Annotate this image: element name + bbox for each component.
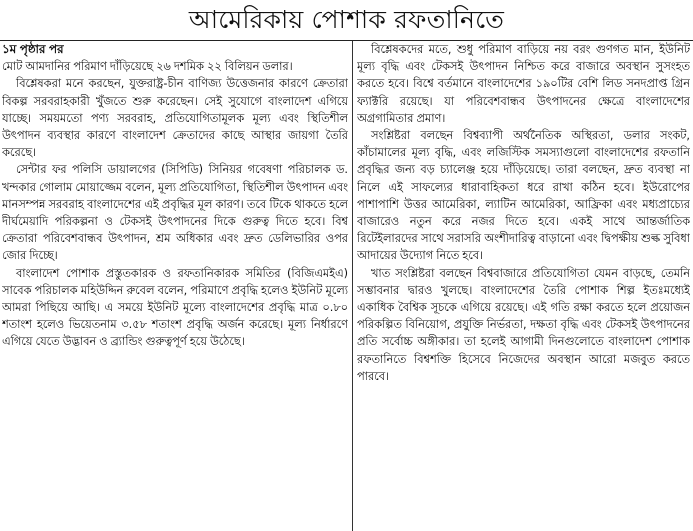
left-column [2, 41, 348, 531]
article-paragraph: বিশ্লেষকরা মনে করছেন, যুক্তরাষ্ট্র-চীন বাণিজ্য উত্তেজনার কারণে ক্রেতারা বিকল্প সরবরাহকারী খুঁজতে শুরু করেছেন। সেই সুযোগে বাংলাদেশ এগিয়ে যাচ্ছে। সময়মতো পণ্য সরবরাহ, প্রতিযোগিতামূলক মূল্য এবং স্থিতিশীল উৎপাদন ব্যবস্থার কারণে বাংলাদেশ ক্রেতাদের কাছে আস্থার জায়গা তৈরি করেছে। [2, 77, 348, 160]
article-paragraph: সংশ্লিষ্টরা বলছেন বিশ্বব্যাপী অর্থনৈতিক অস্থিরতা, ডলার সংকট, কাঁচামালের মূল্য বৃদ্ধি, এবং লজিস্টিক সমস্যাগুলো বাংলাদেশের রফতানি প্রবৃদ্ধির জন্য বড় চ্যালেঞ্জ হয়ে দাঁড়িয়েছে। তারা বলছেন, দ্রুত ব্যবস্থা না নিলে এই সাফল্যের ধারাবাহিকতা ধরে রাখা কঠিন হবে। ইউরোপের পাশাপাশি উত্তর আমেরিকা, ল্যাটিন আমেরিকা, আফ্রিকা এবং মধ্যপ্রাচ্যের বাজারেও নতুন করে নজর দিতে হবে। একই সাথে আন্তর্জাতিক রিটেইলারদের সাথে সরাসরি অংশীদারিত্ব বাড়ানো এবং দ্বিপক্ষীয় শুল্ক সুবিধা আদায়ের উদ্যোগ নিতে হবে। [357, 129, 690, 263]
article-paragraph: বাংলাদেশ পোশাক প্রস্তুতকারক ও রফতানিকারক সমিতির (বিজিএমইএ) সাবেক পরিচালক মহিউদ্দিন রুবেল বলেন, পরিমাণে প্রবৃদ্ধি হলেও ইউনিট মূল্যে আমরা পিছিয়ে আছি। এ সময়ে ইউনিট মূল্যে বাংলাদেশের প্রবৃদ্ধি মাত্র ০.৮০ শতাংশ হলেও ভিয়েতনাম ৩.৫৮ শতাংশ প্রবৃদ্ধি অর্জন করেছে। মূল্য নির্ধারণে এগিয়ে যেতে উদ্ভাবন ও ব্র্যান্ডিং গুরুত্বপূর্ণ হয়ে উঠেছে। [2, 266, 348, 349]
article-paragraph [2, 41, 348, 58]
column-divider [352, 41, 353, 531]
article-paragraph: মোট আমদানির পরিমাণ দাঁড়িয়েছে ২৬ দশমিক ২২ বিলিয়ন ডলার। [2, 60, 293, 74]
continuation-label: ১ম পৃষ্ঠার পর [2, 42, 64, 56]
article-paragraph: খাত সংশ্লিষ্টরা বলছেন বিশ্ববাজারে প্রতিযোগিতা যেমন বাড়ছে, তেমনি সম্ভাবনার দ্বারও খুলছে। বাংলাদেশের তৈরি পোশাক শিল্প ইতঃমধ্যেই একাধিক বৈশ্বিক সূচকে এগিয়ে রয়েছে। এই গতি রক্ষা করতে হলে প্রয়োজন পরিকল্পিত বিনিয়োগ, প্রযুক্তি নির্ভরতা, দক্ষতা বৃদ্ধি এবং টেকসই উৎপাদনের প্রতি সর্বোচ্চ অঙ্গীকার। তা হলেই আগামী দিনগুলোতে বাংলাদেশ পোশাক রফতানিতে বিশ্বশক্তি হিসেবে নিজেদের অবস্থান আরো মজবুত করতে পারবে। [357, 266, 690, 383]
article-paragraph: বিশ্লেষকদের মতে, শুধু পরিমাণ বাড়িয়ে নয় বরং গুণগত মান, ইউনিট মূল্য বৃদ্ধি এবং টেকসই উৎপাদন নিশ্চিত করে বাজারে অবস্থান সুসংহত করতে হবে। বিশ্বে বর্তমানে বাংলাদেশের ১৯০টির বেশি লিড সনদপ্রাপ্ত গ্রিন ফ্যাক্টরি রয়েছে। যা পরিবেশবান্ধব উৎপাদনের ক্ষেত্রে বাংলাদেশের অগ্রগামিতার প্রমাণ। [357, 43, 690, 125]
article-paragraph: সেন্টার ফর পলিসি ডায়ালগের (সিপিডি) সিনিয়র গবেষণা পরিচালক ড. খন্দকার গোলাম মোয়াজ্জেম বলেন, মূল্য প্রতিযোগিতা, স্থিতিশীল উৎপাদন এবং মানসম্পন্ন সরবরাহ বাংলাদেশের এই প্রবৃদ্ধির মূল কারণ। তবে টিকে থাকতে হলে দীর্ঘমেয়াদি পরিকল্পনা ও টেকসই উৎপাদনের দিকে গুরুত্ব দিতে হবে। বিশ্ব ক্রেতারা পরিবেশবান্ধব উৎপাদন, শ্রম অধিকার এবং দ্রুত ডেলিভারির ওপর জোর দিচ্ছে। [2, 163, 348, 263]
headline: আমেরিকায় পোশাক রফতানিতে [188, 5, 505, 34]
right-column [357, 41, 690, 531]
